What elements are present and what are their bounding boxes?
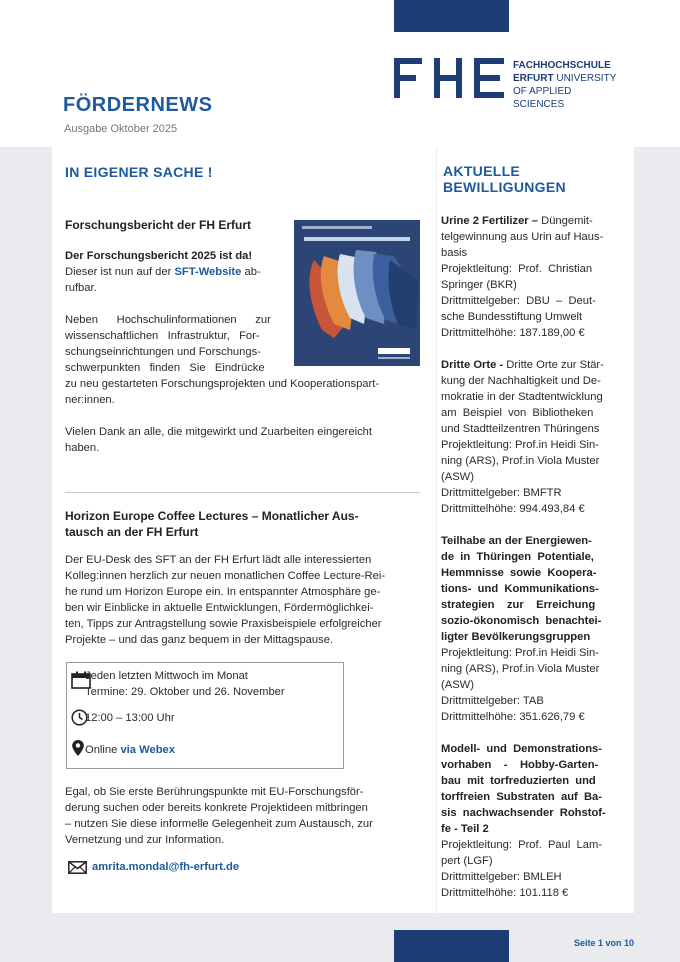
project-line: Drittmittelgeber: BMFTR (441, 487, 562, 499)
project-line: Drittmittelhöhe: 101.118 € (441, 887, 569, 899)
section-heading-in-eigener-sache: IN EIGENER SACHE ! (65, 164, 213, 180)
project-line: torffreien Substraten auf Ba- (441, 791, 602, 803)
project-line: basis (441, 247, 468, 259)
fh-erfurt-logo (394, 58, 624, 110)
project-line: Projektleitung: Prof. Christian (441, 263, 593, 275)
project-line: fe - Teil 2 (441, 823, 489, 835)
project-line: kung der Nachhaltigkeit und De- (441, 375, 601, 387)
project-line: Teilhabe an der Energiewen- (441, 535, 592, 547)
project-line: Projektleitung: Prof.in Heidi Sin- (441, 439, 599, 451)
project-line: Springer (BKR) (441, 279, 517, 291)
sft-website-link[interactable]: SFT-Website (174, 266, 242, 278)
coffee-lecture-description: Der EU-Desk des SFT an der FH Erfurt lädt alle interessierten Kolleg:innen herzlich zur neuen monatlichen Coffee Lecture-Rei- he rund um Horizon Europe ein. In entspannter Atmosphäre ge- ben wir Einblicke in aktuelle Entwicklungen, Fördermöglichkei- ten, Tipps zur Antragstellung sowie Praxisbeispiele erfolgreicher Projekte – und das ganz bequem in der Mittagspause. (65, 554, 386, 646)
issue-date: Ausgabe Oktober 2025 (64, 123, 178, 135)
project-line: Dritte Orte - Dritte Orte zur Stär- (441, 359, 604, 371)
project-line: ning (ARS), Prof.in Viola Muster (441, 663, 600, 675)
cover-artwork (294, 220, 420, 366)
project-line: (ASW) (441, 679, 474, 691)
article-divider (65, 492, 420, 493)
project-line: telgewinnung aus Urin auf Haus- (441, 231, 604, 243)
project-entry (441, 213, 625, 341)
article-body-part2: zu neu gestarteten Forschungsprojekten und Kooperationspart- ner:innen. (65, 378, 380, 406)
section-heading-aktuelle-bewilligungen: AKTUELLE BEWILLIGUNGEN (443, 163, 566, 195)
article-thanks: Vielen Dank an alle, die mitgewirkt und Zuarbeiten eingereicht haben. (65, 426, 373, 454)
top-brand-bar (394, 0, 509, 32)
contact-email-link[interactable]: amrita.mondal@fh-erfurt.de (92, 861, 240, 873)
event-info-box (66, 662, 344, 769)
project-line: Urine 2 Fertilizer – Düngemit- (441, 215, 593, 227)
project-line: sis nachwachsender Rohstof- (441, 807, 606, 819)
coffee-lecture-closing: Egal, ob Sie erste Berührungspunkte mit EU-Forschungsför- derung suchen oder bereits konkrete Projektideen mitbringen – nutzen Sie diese informelle Gelegenheit zum Austausch, zur Vernetzung und zur Information. (65, 786, 373, 846)
project-line: ligter Bevölkerungsgruppen (441, 631, 591, 643)
location-pin-icon (71, 739, 85, 757)
article-lead: Der Forschungsbericht 2025 ist da! Dieser ist nun auf der SFT-Website ab- rufbar. (65, 250, 261, 294)
project-line: de in Thüringen Potentiale, (441, 551, 594, 563)
left-column (52, 147, 436, 913)
article-body-part1: Neben Hochschulinformationen zur wissenschaftlichen Infrastruktur, For- schungseinrichtungen und Forschungs- schwerpunkten finden Sie Eindrücke (65, 314, 271, 374)
project-entry (441, 533, 625, 725)
project-line: pert (LGF) (441, 855, 493, 867)
project-line: sozio-ökonomisch benachtei- (441, 615, 602, 627)
article-title-coffee-lectures: Horizon Europe Coffee Lectures – Monatlicher Aus- tausch an der FH Erfurt (65, 509, 359, 539)
project-line: tions- und Kommunikations- (441, 583, 599, 595)
webex-link[interactable]: via Webex (120, 744, 175, 756)
project-line: (ASW) (441, 471, 474, 483)
logo-wordmark: FACHHOCHSCHULE ERFURT UNIVERSITY OF APPLIED SCIENCES (513, 60, 617, 110)
event-time: 12:00 – 13:00 Uhr (85, 712, 175, 724)
project-line: am Beispiel von Bibliotheken (441, 407, 594, 419)
project-line: Modell- und Demonstrations- (441, 743, 602, 755)
newsletter-title: FÖRDERNEWS (63, 94, 213, 116)
project-line: sche Bundesstiftung Umwelt (441, 311, 583, 323)
project-line: Drittmittelgeber: DBU – Deut- (441, 295, 596, 307)
project-line: Projektleitung: Prof.in Heidi Sin- (441, 647, 599, 659)
project-line: Drittmittelgeber: BMLEH (441, 871, 562, 883)
right-column (437, 147, 634, 913)
project-entry (441, 741, 625, 901)
event-schedule: Jeden letzten Mittwoch im Monat (85, 670, 248, 682)
fhe-logo-mark (394, 58, 506, 98)
bottom-brand-bar (394, 930, 509, 962)
event-dates: Termine: 29. Oktober und 26. November (85, 686, 285, 698)
project-line: Drittmittelhöhe: 351.626,79 € (441, 711, 585, 723)
project-line: Drittmittelgeber: TAB (441, 695, 544, 707)
project-entry (441, 357, 625, 517)
project-line: Hemmnisse sowie Koopera- (441, 567, 597, 579)
mail-icon (68, 861, 87, 874)
project-line: Drittmittelhöhe: 994.493,84 € (441, 503, 585, 515)
research-report-cover-image (294, 220, 420, 366)
project-line: vorhaben - Hobby-Garten- (441, 759, 599, 771)
project-line: ning (ARS), Prof.in Viola Muster (441, 455, 600, 467)
event-location: Online via Webex (85, 744, 175, 756)
article-title-forschungsbericht: Forschungsbericht der FH Erfurt (65, 218, 252, 232)
project-line: Drittmittelhöhe: 187.189,00 € (441, 327, 585, 339)
project-line: mokratie in der Stadtentwicklung (441, 391, 603, 403)
project-line: bau mit torfreduzierten und (441, 775, 596, 787)
project-line: strategien zur Erreichung (441, 599, 596, 611)
project-line: Projektleitung: Prof. Paul Lam- (441, 839, 603, 851)
project-line: und Stadtteilzentren Thüringens (441, 423, 600, 435)
page-number: Seite 1 von 10 (574, 938, 635, 948)
